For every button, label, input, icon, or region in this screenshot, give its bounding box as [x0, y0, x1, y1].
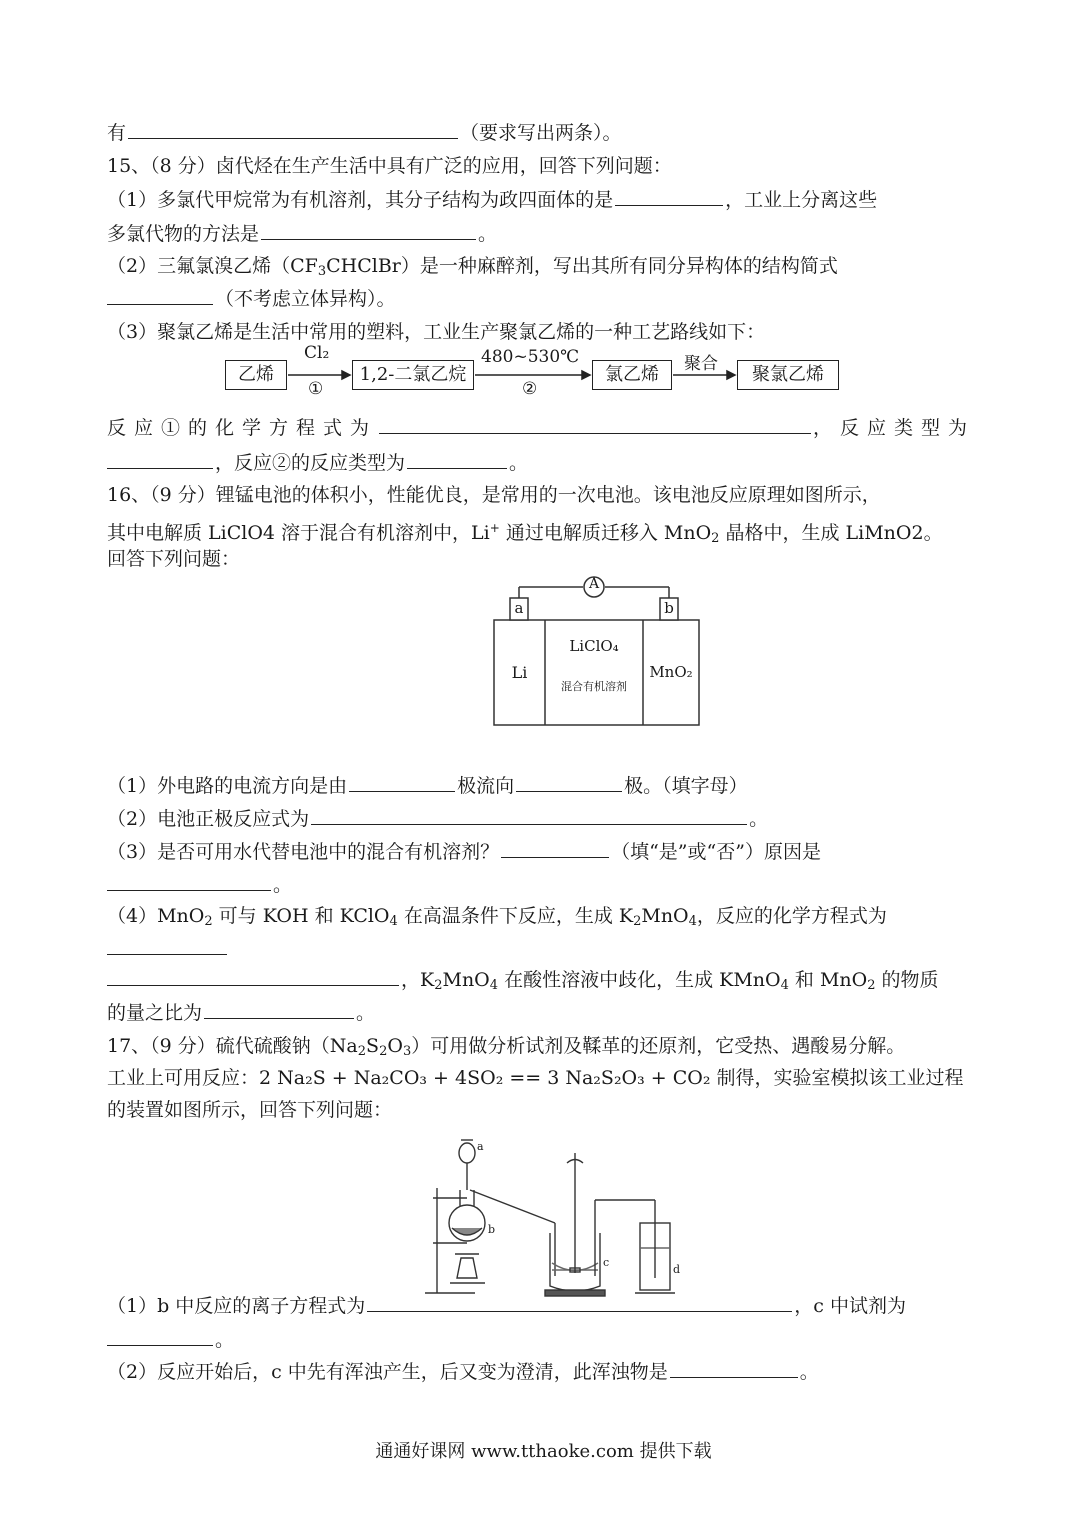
question-15-heading: 15、（8 分）卤代烃在生产生活中具有广泛的应用，回答下列问题： [107, 155, 672, 177]
q16-part1 [107, 773, 987, 799]
answer-blank[interactable] [128, 120, 458, 139]
answer-blank[interactable] [204, 1000, 354, 1019]
lab-apparatus-diagram [415, 1128, 685, 1300]
text: 。 [478, 223, 498, 245]
text: ，工业上分离这些 [725, 189, 878, 211]
text: （4）MnO [107, 905, 205, 927]
q17-part2 [107, 1359, 987, 1385]
text: ，反应类型为 [813, 417, 976, 439]
superscript: + [489, 521, 500, 535]
answer-blank[interactable] [107, 936, 227, 955]
text: 晶格中，生成 LiMnO2。 [719, 522, 943, 544]
text: S [366, 1035, 380, 1057]
text: （2）电池正极反应式为 [107, 808, 310, 830]
answer-blank[interactable] [107, 450, 213, 469]
text: 。 [799, 1361, 819, 1383]
answer-blank[interactable] [379, 415, 811, 434]
flow-box-vinyl-chloride: 氯乙烯 [592, 360, 672, 390]
text: 在高温条件下反应，生成 K [397, 905, 634, 927]
arrow1-top-label: Cl₂ [304, 343, 330, 363]
flow-box-ethylene: 乙烯 [225, 360, 287, 390]
subscript: 3 [402, 1044, 412, 1059]
text: O [387, 1035, 403, 1057]
question-16-heading: 16、（9 分）锂锰电池的体积小，性能优良，是常用的一次电池。该电池反应原理如图所示， [107, 484, 881, 506]
text: 。 [749, 808, 769, 830]
text: （1）b 中反应的离子方程式为 [107, 1295, 366, 1317]
text: （填“是”或“否”）原因是 [611, 841, 821, 863]
text: ，K [401, 969, 435, 991]
text: 极流向 [457, 775, 515, 797]
text: 的量之比为 [107, 1002, 203, 1024]
arrow3-top-label: 聚合 [684, 354, 718, 374]
q15-part2-line2 [107, 286, 987, 312]
electrolyte-label: LiClO₄ [569, 637, 619, 655]
text: （不考虑立体异构）。 [215, 288, 396, 310]
answer-blank[interactable] [407, 450, 507, 469]
text: 。 [273, 874, 293, 896]
text: 极。（填字母） [624, 775, 748, 797]
answer-blank[interactable] [367, 1293, 792, 1312]
text: 反应①的化学方程式为 [107, 417, 378, 439]
answer-blank[interactable] [501, 839, 609, 858]
subscript: 2 [357, 1044, 367, 1059]
q15-part2-line1 [107, 253, 987, 285]
text: ，反应的化学方程式为 [696, 905, 887, 927]
arrow1-bottom-label: ① [308, 379, 324, 399]
text: （要求写出两条）。 [460, 122, 622, 144]
label-b: b [488, 1223, 496, 1236]
subscript: 2 [434, 978, 443, 993]
subscript: 2 [867, 978, 876, 993]
q15-part1-line2 [107, 221, 987, 247]
label-d: d [673, 1263, 681, 1276]
text: （2）反应开始后，c 中先有浑浊产生，后又变为澄清，此浑浊物是 [107, 1361, 668, 1383]
q15-part3-intro: （3）聚氯乙烯是生活中常用的塑料，工业生产聚氯乙烯的一种工艺路线如下： [107, 321, 766, 343]
answer-blank[interactable] [107, 872, 271, 891]
flow-box-dichloroethane: 1,2-二氯乙烷 [352, 360, 474, 390]
answer-line-continuation [107, 120, 987, 146]
subscript: 2 [379, 1044, 388, 1059]
text: ，反应②的反应类型为 [215, 452, 406, 474]
subscript: 4 [389, 914, 398, 929]
answer-blank[interactable] [261, 221, 476, 240]
subscript: 2 [711, 531, 720, 546]
pvc-process-flow-diagram [222, 345, 842, 405]
electrode-b-label: b [664, 599, 674, 617]
q16-part4-line3 [107, 967, 987, 999]
text: 。 [215, 1329, 235, 1351]
subscript: 3 [317, 264, 327, 279]
answer-blank[interactable] [349, 773, 455, 792]
text: 17、（9 分）硫代硫酸钠（Na [107, 1035, 358, 1057]
subscript: 2 [204, 914, 213, 929]
apparatus-drawing [415, 1128, 685, 1300]
battery-diagram [490, 575, 700, 730]
text: （1）多氯代甲烷常为有机溶剂，其分子结构为政四面体的是 [107, 189, 614, 211]
text: 可与 KOH 和 KClO [212, 905, 390, 927]
text: 和 MnO [788, 969, 868, 991]
q15-part1-line1 [107, 187, 987, 213]
q16-part3-line1 [107, 839, 987, 865]
text: 多氯代物的方法是 [107, 223, 260, 245]
text: （2）三氟氯溴乙烯（CF [107, 255, 318, 277]
subscript: 4 [489, 978, 499, 993]
text: MnO [641, 905, 689, 927]
q16-line3: 回答下列问题： [107, 548, 241, 570]
li-electrode-label: Li [511, 663, 528, 682]
subscript: 4 [780, 978, 789, 993]
answer-blank[interactable] [311, 806, 747, 825]
arrow2-top-label: 480~530℃ [481, 347, 580, 367]
q17-part1-line2 [107, 1327, 987, 1353]
flow-box-pvc: 聚氯乙烯 [737, 360, 839, 390]
page-footer: 通通好课网 www.tthaoke.com 提供下载 [375, 1441, 712, 1462]
label-a: a [477, 1140, 484, 1153]
text: （1）外电路的电流方向是由 [107, 775, 348, 797]
arrow2-bottom-label: ② [522, 379, 538, 399]
text: 通过电解质迁移入 MnO [499, 522, 712, 544]
text: （3）是否可用水代替电池中的混合有机溶剂？ [107, 841, 500, 863]
text: ）可用做分析试剂及鞣革的还原剂，它受热、遇酸易分解。 [411, 1035, 906, 1057]
answer-blank[interactable] [107, 967, 399, 986]
text: MnO [442, 969, 490, 991]
text: 有 [107, 122, 127, 144]
label-c: c [603, 1256, 610, 1269]
q17-part1-line1 [107, 1293, 987, 1319]
text: 其中电解质 LiClO4 溶于混合有机溶剂中，Li [107, 522, 490, 544]
q16-part4-line1 [107, 903, 987, 935]
electrode-a-label: a [514, 599, 524, 617]
question-17-heading [107, 1033, 987, 1065]
subscript: 2 [633, 914, 642, 929]
q16-part4-line4 [107, 1000, 987, 1026]
answer-blank[interactable] [516, 773, 622, 792]
q16-part3-line2 [107, 872, 987, 898]
text: 。 [509, 452, 529, 474]
solvent-label: 混合有机溶剂 [561, 680, 627, 693]
answer-blank[interactable] [107, 286, 213, 305]
subscript: 4 [688, 914, 697, 929]
text: CHClBr）是一种麻醉剂，写出其所有同分异构体的结构简式 [326, 255, 838, 277]
q15-reaction-line1 [107, 415, 987, 441]
q15-reaction-line2 [107, 450, 987, 476]
text: 的物质 [875, 969, 939, 991]
q17-equation-line: 工业上可用反应：2 Na₂S + Na₂CO₃ + 4SO₂ == 3 Na₂S₂O₃ + CO₂ 制得，实验室模拟该工业过程 [107, 1067, 964, 1089]
text: ，c 中试剂为 [794, 1295, 906, 1317]
text: 在酸性溶液中歧化，生成 KMnO [498, 969, 781, 991]
answer-blank[interactable] [107, 1327, 213, 1346]
answer-blank[interactable] [615, 187, 723, 206]
q16-part4-line2 [107, 936, 987, 962]
q16-part2 [107, 806, 987, 832]
mno2-electrode-label: MnO₂ [649, 663, 693, 681]
text: 。 [356, 1002, 376, 1024]
answer-blank[interactable] [670, 1359, 798, 1378]
q17-line3: 的装置如图所示，回答下列问题： [107, 1099, 393, 1121]
ammeter-label: A [588, 576, 600, 592]
